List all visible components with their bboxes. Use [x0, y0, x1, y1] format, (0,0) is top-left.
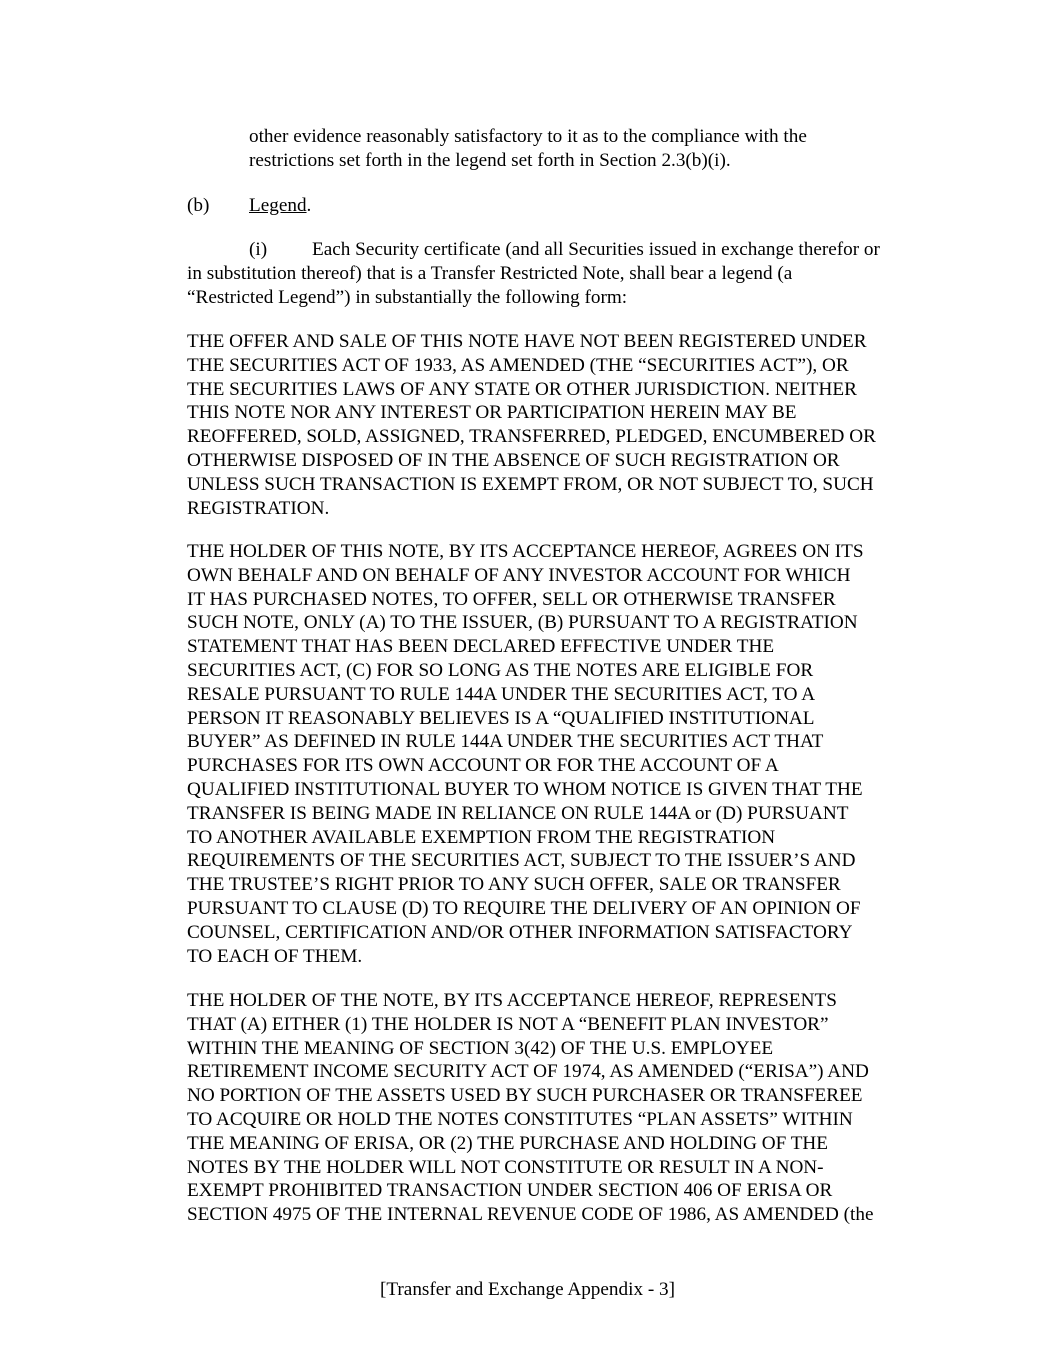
text-line: IT HAS PURCHASED NOTES, TO OFFER, SELL OR OTHERWISE TRANSFER — [187, 588, 836, 610]
text-line: Each Security certificate (and all Securities issued in exchange therefor or — [312, 239, 880, 260]
text-line: RESALE PURSUANT TO RULE 144A UNDER THE SECURITIES ACT, TO A — [187, 683, 816, 705]
text-line: THE TRUSTEE’S RIGHT PRIOR TO ANY SUCH OFFER, SALE OR TRANSFER — [187, 874, 841, 896]
page-footer: [Transfer and Exchange Appendix - 3] — [379, 1279, 676, 1300]
text-line: REOFFERED, SOLD, ASSIGNED, TRANSFERRED, PLEDGED, ENCUMBERED OR — [187, 426, 876, 448]
item-marker: (i) — [249, 239, 268, 260]
item-i-paragraph — [187, 238, 880, 309]
text-line: COUNSEL, CERTIFICATION AND/OR OTHER INFORMATION SATISFACTORY — [187, 921, 853, 943]
text-line: THE SECURITIES ACT OF 1933, AS AMENDED (THE “SECURITIES ACT”), OR — [187, 354, 849, 376]
text-line: RETIREMENT INCOME SECURITY ACT OF 1974, AS AMENDED (“ERISA”) AND — [187, 1061, 869, 1083]
text-line: THE OFFER AND SALE OF THIS NOTE HAVE NOT BEEN REGISTERED UNDER — [187, 331, 867, 352]
heading-punctuation: . — [306, 195, 312, 216]
text-line: TO EACH OF THEM. — [187, 945, 363, 967]
text-line: REGISTRATION. — [187, 497, 330, 519]
text-line: TRANSFER IS BEING MADE IN RELIANCE ON RULE 144A or (D) PURSUANT — [187, 802, 849, 824]
text-line: THE HOLDER OF THIS NOTE, BY ITS ACCEPTANCE HEREOF, AGREES ON ITS — [187, 541, 864, 562]
text-line: PURSUANT TO CLAUSE (D) TO REQUIRE THE DELIVERY OF AN OPINION OF — [187, 897, 861, 919]
text-line: THE HOLDER OF THE NOTE, BY ITS ACCEPTANCE HEREOF, REPRESENTS — [187, 990, 837, 1011]
text-line: NO PORTION OF THE ASSETS USED BY SUCH PURCHASER OR TRANSFEREE — [187, 1085, 863, 1107]
text-line: SUCH NOTE, ONLY (A) TO THE ISSUER, (B) PURSUANT TO A REGISTRATION — [187, 612, 858, 634]
section-heading-legend: Legend — [249, 195, 307, 216]
legend-paragraph-transfer — [187, 540, 864, 968]
text-line: restrictions set forth in the legend set forth in Section 2.3(b)(i). — [249, 149, 731, 171]
text-line: PURCHASES FOR ITS OWN ACCOUNT OR FOR THE ACCOUNT OF A — [187, 755, 779, 777]
text-line: EXEMPT PROHIBITED TRANSACTION UNDER SECTION 406 OF ERISA OR — [187, 1180, 833, 1202]
text-line: WITHIN THE MEANING OF SECTION 3(42) OF THE U.S. EMPLOYEE — [187, 1037, 774, 1059]
text-line: UNLESS SUCH TRANSACTION IS EXEMPT FROM, OR NOT SUBJECT TO, SUCH — [187, 473, 874, 495]
text-line: SECTION 4975 OF THE INTERNAL REVENUE CODE OF 1986, AS AMENDED (the — [187, 1204, 874, 1226]
text-line: THE MEANING OF ERISA, OR (2) THE PURCHASE AND HOLDING OF THE — [187, 1132, 829, 1154]
text-line: SECURITIES ACT, (C) FOR SO LONG AS THE NOTES ARE ELIGIBLE FOR — [187, 659, 814, 681]
text-line: “Restricted Legend”) in substantially the following form: — [187, 286, 628, 308]
continuation-paragraph — [249, 125, 807, 173]
text-line: OTHERWISE DISPOSED OF IN THE ABSENCE OF SUCH REGISTRATION OR — [187, 449, 840, 471]
text-line: TO ANOTHER AVAILABLE EXEMPTION FROM THE REGISTRATION — [187, 826, 776, 848]
text-line: NOTES BY THE HOLDER WILL NOT CONSTITUTE OR RESULT IN A NON- — [187, 1156, 824, 1178]
text-line: other evidence reasonably satisfactory to it as to the compliance with the — [249, 126, 807, 147]
text-line: QUALIFIED INSTITUTIONAL BUYER TO WHOM NOTICE IS GIVEN THAT THE — [187, 778, 863, 800]
text-line: THIS NOTE NOR ANY INTEREST OR PARTICIPATION HEREIN MAY BE — [187, 402, 797, 424]
text-line: BUYER” AS DEFINED IN RULE 144A UNDER THE SECURITIES ACT THAT — [187, 731, 824, 753]
section-marker: (b) — [187, 195, 210, 216]
text-line: THAT (A) EITHER (1) THE HOLDER IS NOT A “BENEFIT PLAN INVESTOR” — [187, 1013, 829, 1035]
legend-paragraph-erisa — [187, 989, 873, 1227]
text-line: PERSON IT REASONABLY BELIEVES IS A “QUALIFIED INSTITUTIONAL — [187, 707, 815, 729]
text-line: REQUIREMENTS OF THE SECURITIES ACT, SUBJECT TO THE ISSUER’S AND — [187, 850, 856, 872]
text-line: STATEMENT THAT HAS BEEN DECLARED EFFECTIVE UNDER THE — [187, 636, 775, 658]
section-b-heading — [187, 194, 311, 218]
text-line: in substitution thereof) that is a Transfer Restricted Note, shall bear a legend (a — [187, 262, 793, 284]
legend-paragraph-registration — [187, 330, 876, 520]
text-line: THE SECURITIES LAWS OF ANY STATE OR OTHER JURISDICTION. NEITHER — [187, 378, 857, 400]
text-line: OWN BEHALF AND ON BEHALF OF ANY INVESTOR ACCOUNT FOR WHICH — [187, 564, 851, 586]
text-line: TO ACQUIRE OR HOLD THE NOTES CONSTITUTES “PLAN ASSETS” WITHIN — [187, 1108, 853, 1130]
